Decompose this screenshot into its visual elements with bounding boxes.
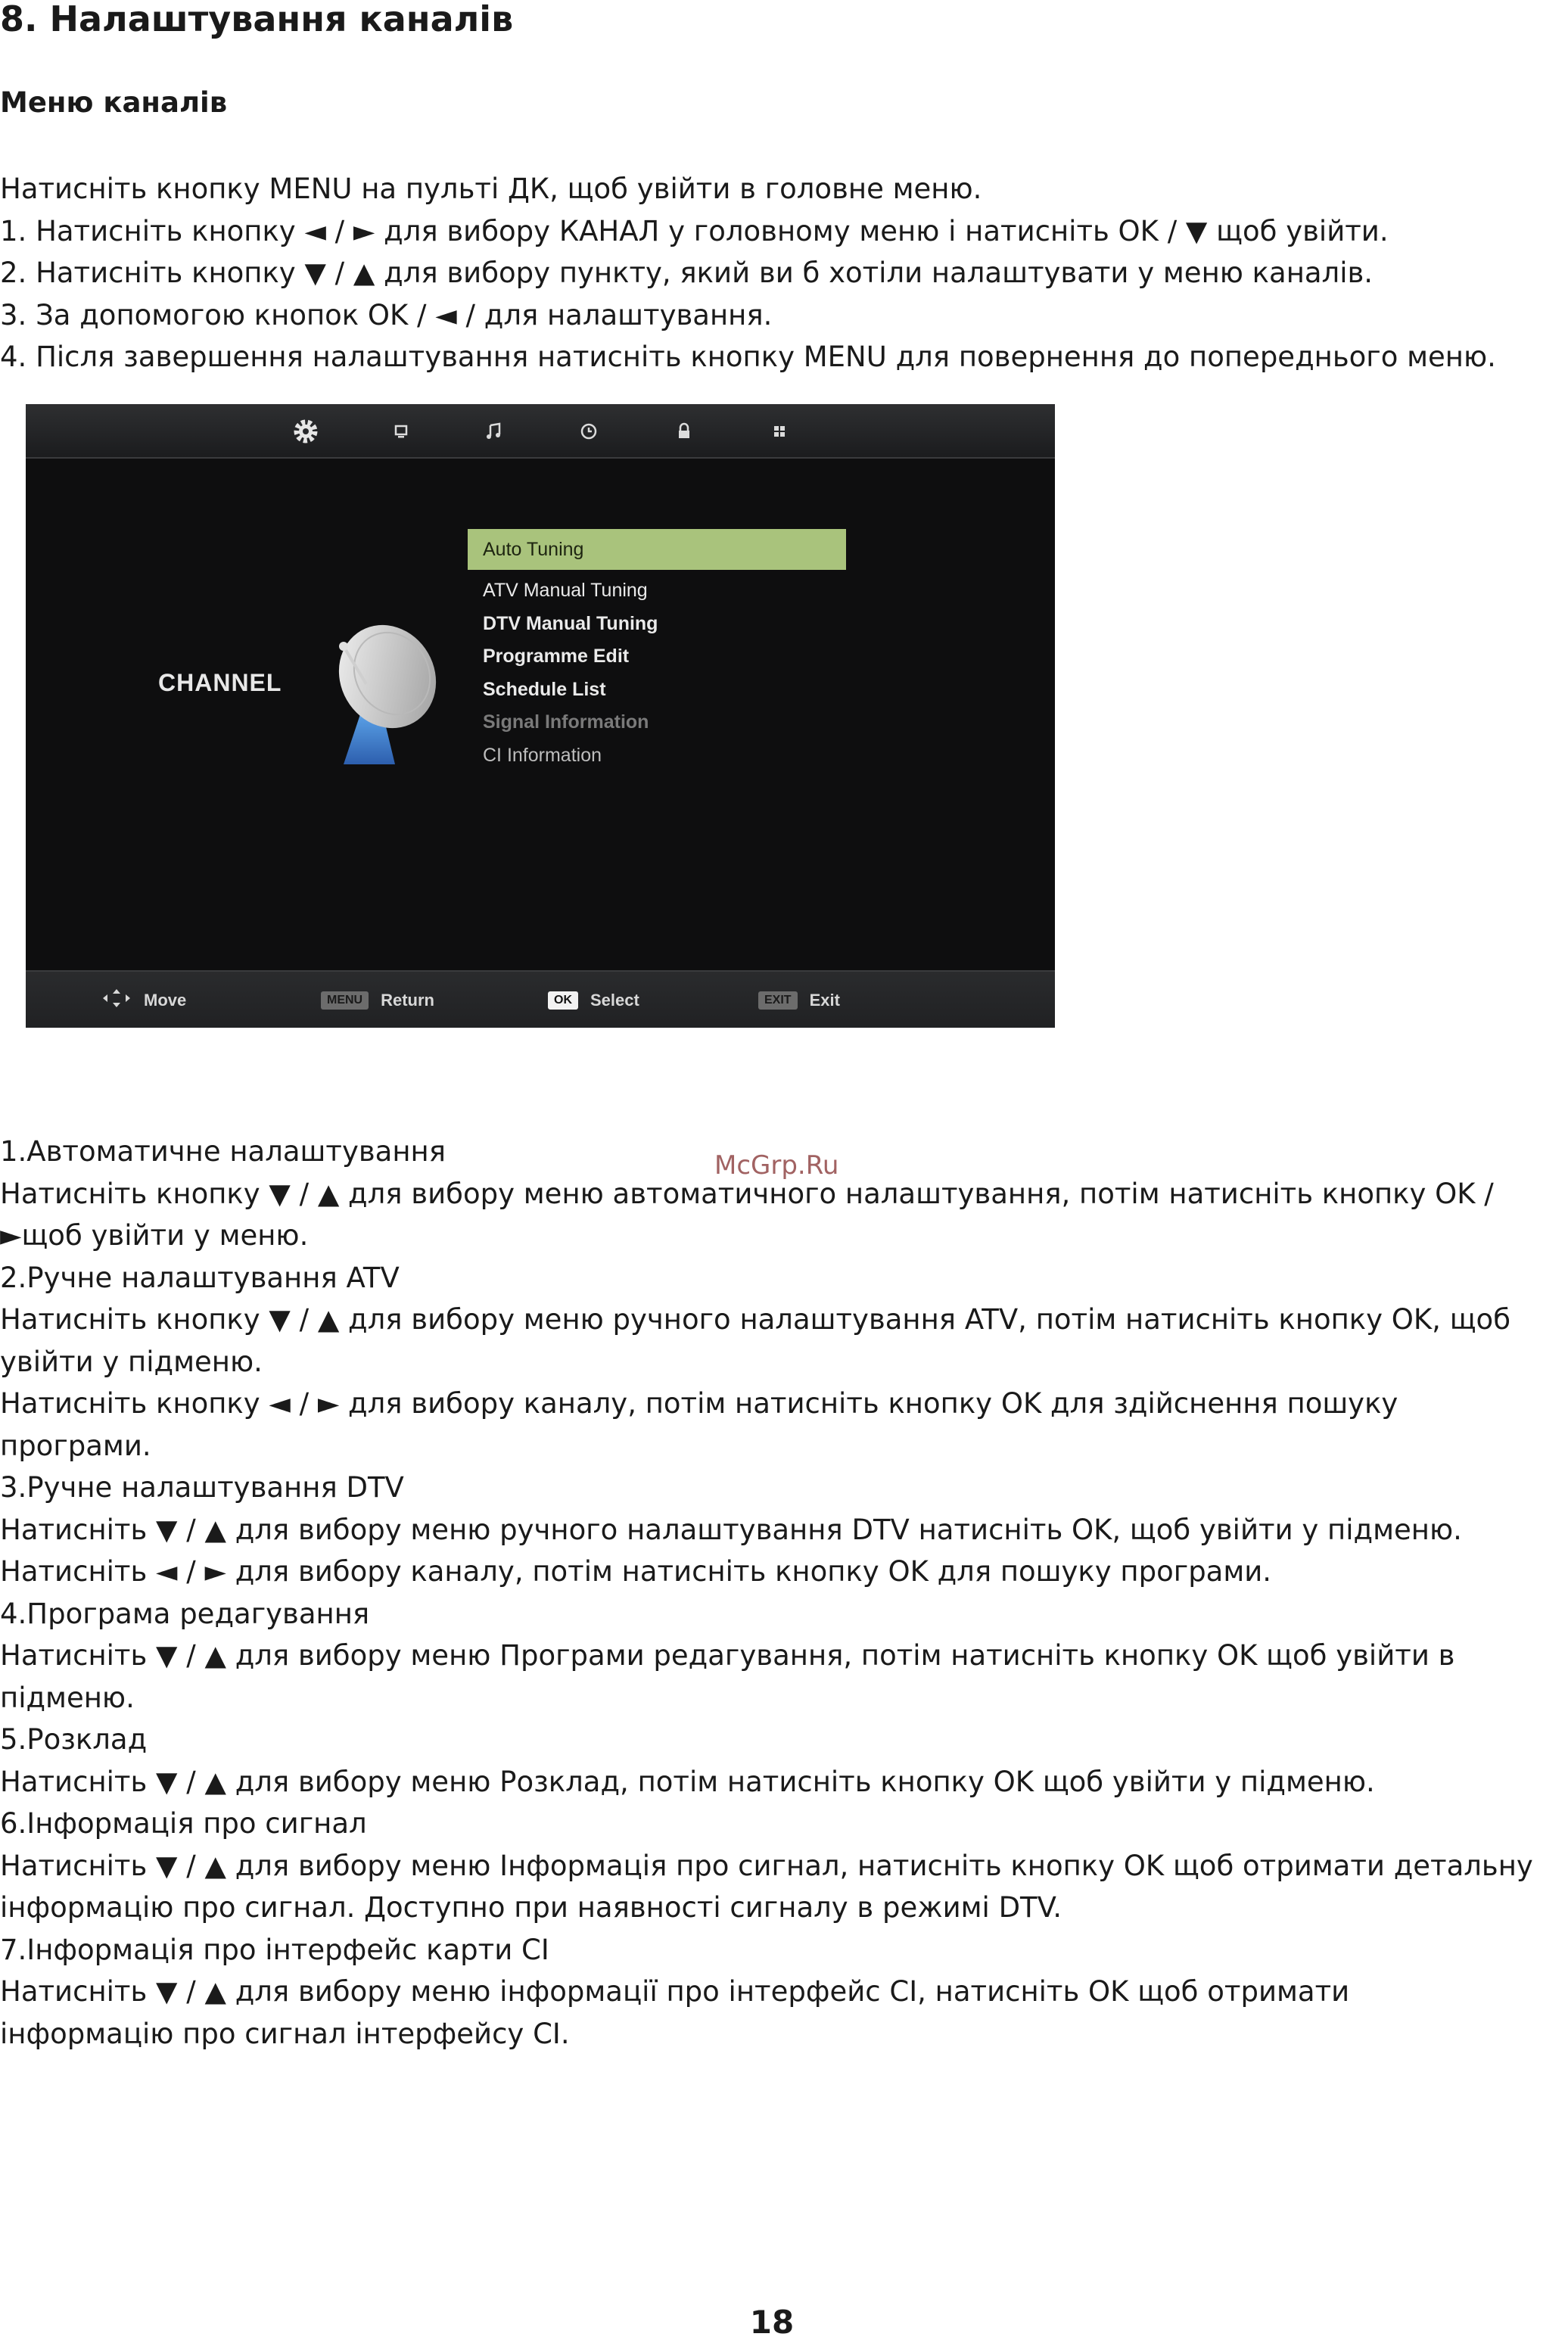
section-line: увійти у підменю. (0, 1345, 263, 1378)
section-line: Натисніть ◄ / ► для вибору каналу, потім натисніть кнопку OK для пошуку програми. (0, 1555, 1272, 1588)
section-line: 6.Інформація про сигнал (0, 1807, 367, 1840)
hint-select-label: Select (590, 991, 639, 1010)
intro-instructions (0, 168, 1559, 378)
tv-bottom-bar (26, 970, 1055, 1028)
music-icon (480, 418, 507, 445)
menu-item-dtv-manual-tuning[interactable]: DTV Manual Tuning (483, 612, 658, 634)
section-line: програми. (0, 1429, 151, 1462)
intro-line: 2. Натисніть кнопку ▼ / ▲ для вибору пункту, який ви б хотіли налаштувати у меню каналів. (0, 257, 1374, 289)
section-line: 1.Автоматичне налаштування (0, 1135, 446, 1168)
hint-select (548, 988, 639, 1013)
menu-item-signal-information[interactable]: Signal Information (483, 711, 649, 733)
section-line: 5.Розклад (0, 1723, 148, 1756)
menu-item-atv-manual-tuning[interactable]: ATV Manual Tuning (483, 580, 648, 601)
section-line: Натисніть ▼ / ▲ для вибору меню ручного налаштування DTV натисніть OK, щоб увійти у підменю. (0, 1513, 1462, 1546)
page-title: 8. Налаштування каналів (0, 0, 514, 39)
section-line: Натисніть ▼ / ▲ для вибору меню Програми редагування, потім натисніть кнопку OK щоб увійти в (0, 1639, 1455, 1672)
intro-line: 1. Натисніть кнопку ◄ / ► для вибору КАНАЛ у головному меню і натисніть OK / ▼ щоб увійти. (0, 214, 1389, 247)
section-subtitle: Меню каналів (0, 86, 228, 119)
channel-menu (468, 529, 846, 772)
hint-exit (758, 988, 840, 1013)
move-arrows-icon (101, 988, 132, 1013)
menu-item-schedule-list[interactable]: Schedule List (483, 678, 606, 700)
intro-line: Натисніть кнопку MENU на пульті ДК, щоб увійти в головне меню. (0, 173, 982, 205)
ok-key: OK (548, 991, 578, 1010)
section-line: ►щоб увійти у меню. (0, 1219, 309, 1252)
section-line: Натисніть кнопку ◄ / ► для вибору каналу, потім натисніть кнопку OK для здійснення пошуку (0, 1387, 1398, 1420)
monitor-icon (387, 418, 415, 445)
tv-menu-screenshot (26, 404, 1055, 1028)
section-line: 4.Програма редагування (0, 1597, 370, 1630)
section-line: Натисніть ▼ / ▲ для вибору меню інформації про інтерфейс CI, натисніть OK щоб отримати (0, 1975, 1350, 2008)
menu-item-auto-tuning[interactable]: Auto Tuning (468, 529, 846, 570)
section-line: інформацію про сигнал. Доступно при наявності сигналу в режимі DTV. (0, 1891, 1062, 1924)
section-line: Натисніть кнопку ▼ / ▲ для вибору меню автоматичного налаштування, потім натисніть кнопку OK / (0, 1177, 1494, 1210)
hint-move-label: Move (144, 991, 187, 1010)
section-line: 2.Ручне налаштування ATV (0, 1261, 400, 1294)
menu-item-programme-edit[interactable]: Programme Edit (483, 646, 630, 667)
tv-top-bar (26, 404, 1055, 459)
hint-return (321, 988, 434, 1013)
section-line: 3.Ручне налаштування DTV (0, 1471, 404, 1504)
hint-exit-label: Exit (809, 991, 840, 1010)
section-line: 7.Інформація про інтерфейс карти CI (0, 1933, 549, 1966)
section-line: Натисніть ▼ / ▲ для вибору меню Розклад, потім натисніть кнопку OK щоб увійти у підменю. (0, 1765, 1375, 1798)
section-instructions (0, 1131, 1563, 2055)
watermark: McGrp.Ru (714, 1150, 839, 1181)
satellite-dish-icon (313, 616, 457, 767)
section-line: інформацію про сигнал інтерфейсу CI. (0, 2017, 570, 2050)
channel-label: CHANNEL (158, 669, 282, 696)
hint-return-label: Return (381, 991, 434, 1010)
section-line: Натисніть ▼ / ▲ для вибору меню Інформація про сигнал, натисніть кнопку OK щоб отримати детальну (0, 1849, 1533, 1882)
grid-icon (766, 418, 793, 445)
section-line: підменю. (0, 1681, 135, 1714)
page-number: 18 (749, 2304, 795, 2341)
menu-item-ci-information[interactable]: CI Information (483, 744, 602, 766)
lock-icon (670, 418, 698, 445)
menu-key: MENU (321, 991, 369, 1010)
hint-move (101, 988, 186, 1013)
intro-line: 3. За допомогою кнопок OK / ◄ / для налаштування. (0, 298, 773, 331)
intro-line: 4. Після завершення налаштування натисніть кнопку MENU для повернення до попереднього меню. (0, 341, 1496, 373)
gear-icon (292, 418, 319, 445)
exit-key: EXIT (758, 991, 798, 1010)
section-line: Натисніть кнопку ▼ / ▲ для вибору меню ручного налаштування ATV, потім натисніть кнопку OK, щоб (0, 1303, 1511, 1336)
clock-icon (575, 418, 602, 445)
